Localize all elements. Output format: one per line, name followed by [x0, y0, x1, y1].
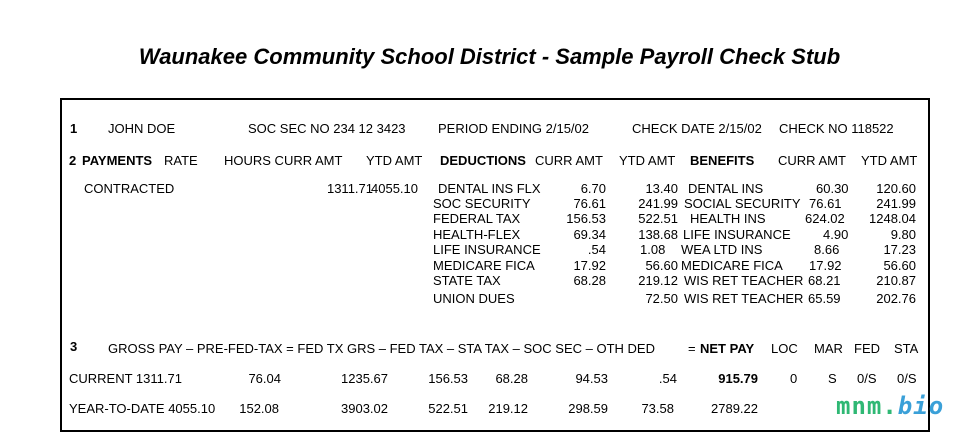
deductions-ytd-header: YTD AMT: [619, 153, 676, 168]
watermark-logo: [836, 392, 944, 420]
benefit-ytd: 120.60: [876, 181, 916, 196]
deduction-ytd: 241.99: [638, 196, 678, 211]
deduction-curr: 156.53: [566, 211, 606, 226]
section-number-3: 3: [70, 339, 78, 354]
benefit-curr: 624.02: [805, 211, 845, 226]
ytd-net-pay: 2789.22: [711, 401, 758, 416]
benefit-ytd: 9.80: [890, 227, 916, 242]
deductions-curr-header: CURR AMT: [535, 153, 603, 168]
benefit-name: WIS RET TEACHER: [684, 273, 804, 288]
current-oth-ded: .54: [658, 371, 677, 386]
current-soc-sec: 94.53: [575, 371, 608, 386]
benefit-ytd: 17.23: [883, 242, 916, 257]
benefits-ytd-header: YTD AMT: [861, 153, 918, 168]
ytd-pre-fed-tax: 152.08: [239, 401, 279, 416]
benefits-curr-header: CURR AMT: [778, 153, 846, 168]
benefit-name: SOCIAL SECURITY: [684, 196, 801, 211]
mar-header: MAR: [814, 341, 843, 356]
deductions-header: DEDUCTIONS: [440, 153, 526, 168]
current-pre-fed-tax: 76.04: [248, 371, 281, 386]
deduction-ytd: 1.08: [640, 242, 666, 257]
benefit-name: WIS RET TEACHER: [684, 291, 804, 306]
deduction-name: SOC SECURITY: [433, 196, 531, 211]
benefit-name: DENTAL INS: [688, 181, 764, 196]
benefit-ytd: 241.99: [876, 196, 916, 211]
pay-formula: GROSS PAY – PRE-FED-TAX = FED TX GRS – FED TAX – STA TAX – SOC SEC – OTH DED: [108, 341, 655, 356]
deduction-ytd: 138.68: [638, 227, 678, 242]
benefit-curr: 65.59: [808, 291, 841, 306]
ytd-label: YEAR-TO-DATE 4055.10: [69, 401, 216, 416]
payments-header: PAYMENTS: [82, 153, 153, 168]
deduction-name: DENTAL INS FLX: [438, 181, 541, 196]
check-no: CHECK NO 118522: [779, 121, 894, 136]
benefit-curr: 76.61: [809, 196, 842, 211]
section-number-2: 2: [69, 153, 77, 168]
benefit-curr: 17.92: [809, 258, 842, 273]
sta-header: STA: [894, 341, 919, 356]
deduction-ytd: 522.51: [638, 211, 678, 226]
benefit-ytd: 202.76: [876, 291, 916, 306]
payment-ytd-amt: 4055.10: [371, 181, 418, 196]
benefit-curr: 8.66: [814, 242, 840, 257]
loc-header: LOC: [771, 341, 798, 356]
fed-header: FED: [854, 341, 880, 356]
deduction-curr: 68.28: [573, 273, 606, 288]
benefit-curr: 4.90: [823, 227, 849, 242]
current-sta: 0/S: [897, 371, 917, 386]
hours-curr-header: HOURS CURR AMT: [224, 153, 343, 168]
ytd-fed-tax: 522.51: [428, 401, 468, 416]
benefit-name: LIFE INSURANCE: [683, 227, 791, 242]
benefit-name: WEA LTD INS: [681, 242, 763, 257]
payment-curr-amt: 1311.71: [326, 181, 373, 196]
current-net-pay: 915.79: [718, 371, 758, 386]
current-loc: 0: [790, 371, 798, 386]
check-date: CHECK DATE 2/15/02: [632, 121, 762, 136]
equals-sign: =: [688, 341, 696, 356]
ytd-soc-sec: 298.59: [568, 401, 608, 416]
ytd-fed-tx-grs: 3903.02: [341, 401, 388, 416]
ytd-oth-ded: 73.58: [641, 401, 674, 416]
current-mar: S: [828, 371, 837, 386]
benefit-name: HEALTH INS: [690, 211, 766, 226]
deduction-ytd: 56.60: [645, 258, 678, 273]
deduction-curr: .54: [587, 242, 606, 257]
watermark-main: mnm.: [836, 392, 898, 420]
current-fed: 0/S: [857, 371, 877, 386]
employee-name: JOHN DOE: [108, 121, 176, 136]
deduction-curr: 17.92: [573, 258, 606, 273]
deduction-name: STATE TAX: [433, 273, 501, 288]
benefit-ytd: 1248.04: [869, 211, 916, 226]
current-fed-tax: 156.53: [428, 371, 468, 386]
section-number-1: 1: [70, 121, 78, 136]
benefit-curr: 60.30: [816, 181, 849, 196]
deduction-curr: 6.70: [580, 181, 606, 196]
current-sta-tax: 68.28: [495, 371, 528, 386]
watermark-ext: bio: [897, 392, 945, 420]
deduction-name: FEDERAL TAX: [433, 211, 521, 226]
deduction-curr: 69.34: [573, 227, 606, 242]
soc-sec-no: SOC SEC NO 234 12 3423: [248, 121, 406, 136]
deduction-name: HEALTH-FLEX: [433, 227, 521, 242]
benefit-name: MEDICARE FICA: [681, 258, 783, 273]
period-ending: PERIOD ENDING 2/15/02: [438, 121, 589, 136]
page-title: Waunakee Community School District - Sample Payroll Check Stub: [138, 44, 841, 69]
ytd-sta-tax: 219.12: [488, 401, 528, 416]
ytd-amt-header: YTD AMT: [366, 153, 423, 168]
benefit-curr: 68.21: [808, 273, 841, 288]
deduction-name: LIFE INSURANCE: [433, 242, 541, 257]
deduction-ytd: 72.50: [645, 291, 678, 306]
benefits-header: BENEFITS: [690, 153, 755, 168]
deduction-ytd: 219.12: [638, 273, 678, 288]
payment-name: CONTRACTED: [84, 181, 175, 196]
deduction-curr: 76.61: [573, 196, 606, 211]
benefit-ytd: 210.87: [876, 273, 916, 288]
benefit-ytd: 56.60: [883, 258, 916, 273]
rate-header: RATE: [164, 153, 198, 168]
deduction-name: UNION DUES: [433, 291, 515, 306]
current-label: CURRENT 1311.71: [69, 371, 182, 386]
deduction-name: MEDICARE FICA: [433, 258, 535, 273]
current-fed-tx-grs: 1235.67: [341, 371, 388, 386]
deduction-ytd: 13.40: [645, 181, 678, 196]
net-pay-header: NET PAY: [700, 341, 755, 356]
